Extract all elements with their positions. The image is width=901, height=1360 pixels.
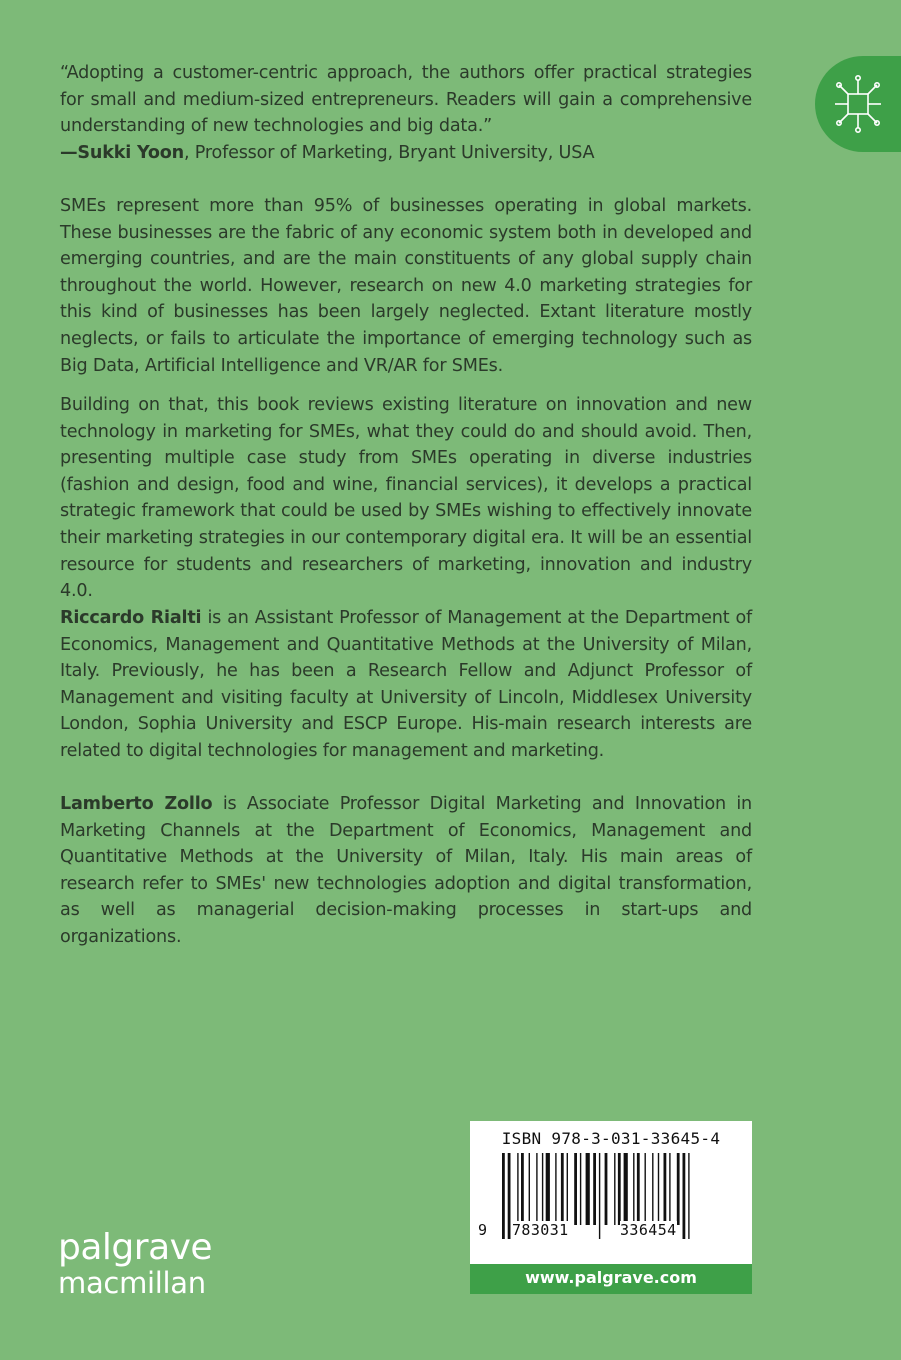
barcode-bar	[605, 1153, 608, 1225]
description-paragraph-2	[60, 392, 752, 605]
description-text-1: SMEs represent more than 95% of businesses operating in global markets. These businesses are the fabric of any economic system both in developed and emerging countries, and are the main constituents of any global supply chain throughout the world. However, research on new 4.0 marketing strategies for this kind of businesses has been largely neglected. Extant literature mostly neglects, or fails to articulate the importance of emerging technology such as Big Data, Artificial Intelligence and VR/AR for SMEs.	[60, 196, 752, 376]
barcode-bar	[502, 1153, 505, 1239]
barcode-bar	[633, 1153, 634, 1225]
author-bio-1-text	[60, 605, 752, 765]
publisher-logo	[58, 1227, 213, 1300]
publisher-url: www.palgrave.com	[470, 1264, 752, 1294]
barcode-bar	[624, 1153, 628, 1225]
barcode-bar	[688, 1153, 689, 1239]
barcode-bar	[561, 1153, 564, 1225]
barcode-bar	[546, 1153, 550, 1225]
barcode-bar	[658, 1153, 659, 1225]
palgrave-logo-tab	[815, 56, 901, 152]
author-bio-1	[60, 605, 752, 765]
barcode-bar	[645, 1153, 646, 1225]
author-bio-1-body: is an Assistant Professor of Management at the Department of Economics, Management and Quantitative Methods at the University of Milan, Italy. Previously, he has been a Research Fellow and Adjunct Professor of Management and visiting faculty at University of Lincoln, Middlesex University London, Sophia University and ESCP Europe. His-main research interests are related to digital technologies for management and marketing.	[60, 608, 753, 761]
author-bio-2	[60, 791, 752, 951]
barcode-bar	[508, 1153, 511, 1239]
publisher-name-line1: palgrave	[58, 1227, 213, 1268]
barcode-left-digits: 783031	[512, 1221, 569, 1239]
barcode-bar	[683, 1153, 686, 1239]
barcode-bar	[618, 1153, 621, 1225]
barcode-lead-digit: 9	[478, 1221, 488, 1239]
endorsement-attribution	[60, 140, 752, 167]
endorsement-quote: “Adopting a customer-centric approach, the authors offer practical strategies for small and medium-sized entrepreneurs. Readers will gain a comprehensive understanding of new technologies and big data.”	[60, 63, 752, 137]
author-bio-2-body: is Associate Professor Digital Marketing and Innovation in Marketing Channels at the Department of Economics, Management and Quantitative Methods at the University of Milan, Italy. His main areas of research refer to SMEs' new technologies adoption and digital transformation, as well as managerial decision-making processes in start-ups and organizations.	[60, 794, 753, 947]
barcode-bar	[652, 1153, 653, 1225]
attribution-name: Sukki Yoon	[77, 142, 184, 163]
isbn-barcode-box	[470, 1121, 752, 1294]
description-text-2: Building on that, this book reviews existing literature on innovation and new technology in marketing for SMEs, what they could do and should avoid. Then, presenting multiple case study from SMEs operating in diverse industries (fashion and design, food and wine, financial services), it develops a practical strategic framework that could be used by SMEs wishing to effectively innovate their marketing strategies in our contemporary digital era. It will be an essential resource for students and researchers of marketing, innovation and industry 4.0.	[60, 395, 752, 602]
author-name-2: Lamberto Zollo	[60, 794, 213, 814]
barcode-bar	[521, 1153, 524, 1225]
author-bio-2-text	[60, 791, 752, 951]
barcode-bar	[536, 1153, 537, 1225]
endorsement	[60, 60, 752, 166]
barcode-bar	[637, 1153, 640, 1225]
barcode-bar	[580, 1153, 581, 1225]
attribution-dash: —	[60, 142, 78, 163]
publisher-name-line2: macmillan	[58, 1266, 206, 1300]
barcode-bar	[529, 1153, 530, 1225]
barcode-bar	[555, 1153, 556, 1225]
attribution-affiliation: , Professor of Marketing, Bryant University, USA	[183, 142, 595, 163]
barcode-bar	[599, 1153, 600, 1239]
barcode-bar	[614, 1153, 615, 1225]
palgrave-network-icon	[833, 72, 885, 136]
barcode-right-digits: 336454	[620, 1221, 677, 1239]
barcode-bar	[593, 1153, 596, 1225]
barcode-bar	[567, 1153, 568, 1225]
barcode-bar	[664, 1153, 667, 1225]
isbn-label: ISBN 978-3-031-33645-4	[501, 1129, 721, 1148]
barcode-bar	[586, 1153, 590, 1225]
barcode-bar	[677, 1153, 680, 1225]
barcode-bar	[517, 1153, 518, 1225]
author-name-1: Riccardo Rialti	[60, 608, 202, 628]
barcode-bar	[542, 1153, 543, 1225]
barcode-bar	[669, 1153, 670, 1225]
description-paragraph-1	[60, 193, 752, 379]
barcode-bar	[574, 1153, 577, 1225]
